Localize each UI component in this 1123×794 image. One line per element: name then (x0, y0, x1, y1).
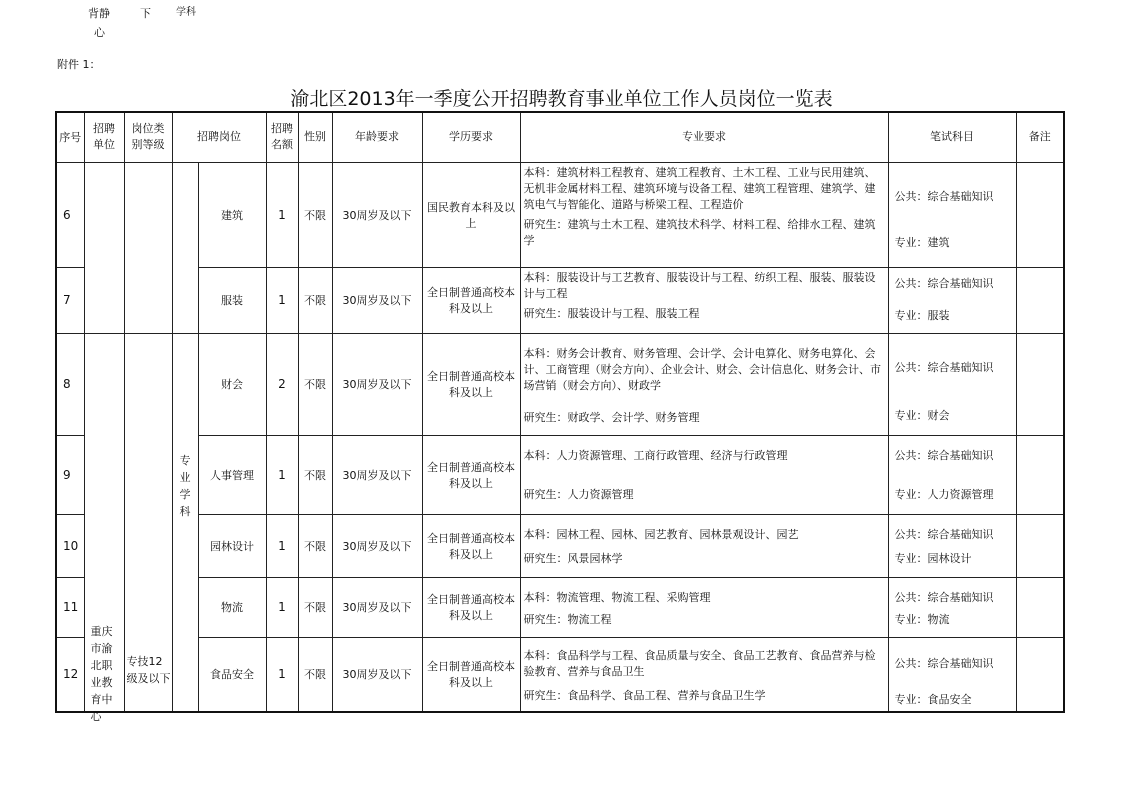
col-note: 备注 (1016, 112, 1064, 162)
exam-public: 公共：综合基础知识 (894, 527, 994, 541)
major-undergrad: 本科：食品科学与工程、食品质量与安全、食品工艺教育、食品营养与检验教育、营养与食品卫生 (523, 648, 876, 678)
major-grad: 研究生：风景园林学 (523, 551, 623, 565)
header-row (56, 112, 1064, 162)
table-row (56, 333, 1064, 435)
header-fragment-a: 背静 (88, 7, 110, 20)
position-cell: 食品安全 (198, 637, 266, 712)
count-cell: 1 (266, 162, 298, 267)
exam-specialty: 专业：园林设计 (894, 551, 972, 565)
note-cell (1016, 333, 1064, 435)
page-title: 渝北区2013年一季度公开招聘教育事业单位工作人员岗位一览表 (290, 88, 833, 110)
header-fragment-b: 下 (140, 7, 151, 20)
age-cell: 30周岁及以下 (332, 267, 422, 333)
exam-cell (888, 435, 1016, 514)
exam-public: 公共：综合基础知识 (894, 448, 994, 462)
major-undergrad: 本科：服装设计与工艺教育、服装设计与工程、纺织工程、服装、服装设计与工程 (523, 270, 876, 300)
education-cell: 全日制普通高校本科及以上 (422, 514, 520, 577)
gender-cell: 不限 (298, 267, 332, 333)
exam-specialty: 专业：服装 (894, 308, 950, 322)
seq-cell: 8 (56, 333, 84, 435)
col-seq: 序号 (56, 112, 84, 162)
seq-cell: 6 (56, 162, 84, 267)
major-cell (520, 637, 888, 712)
note-cell (1016, 577, 1064, 637)
gender-cell: 不限 (298, 514, 332, 577)
recruiting-unit-cell: 重庆市渝北职业教育中心 (84, 333, 124, 712)
major-grad: 研究生：人力资源管理 (523, 487, 634, 501)
position-cell: 财会 (198, 333, 266, 435)
job-grade-cell: 专技12级及以下 (124, 333, 172, 712)
count-cell: 1 (266, 514, 298, 577)
major-cell (520, 514, 888, 577)
note-cell (1016, 514, 1064, 577)
position-cell: 物流 (198, 577, 266, 637)
table-row (56, 435, 1064, 514)
age-cell: 30周岁及以下 (332, 162, 422, 267)
exam-public: 公共：综合基础知识 (894, 656, 994, 670)
category-cell: 专业学科 (172, 333, 198, 712)
major-undergrad: 本科：财务会计教育、财务管理、会计学、会计电算化、财务电算化、会计、工商管理（财会方向）、企业会计、财会、会计信息化、财务会计、市场营销（财会方向）、财政学 (523, 346, 881, 392)
count-cell: 1 (266, 577, 298, 637)
major-cell (520, 267, 888, 333)
major-grad: 研究生：物流工程 (523, 612, 612, 626)
major-undergrad: 本科：建筑材料工程教育、建筑工程教育、土木工程、工业与民用建筑、无机非金属材料工程、建筑环境与设备工程、建筑工程管理、建筑学、建筑电气与智能化、道路与桥梁工程、工程造价 (523, 165, 876, 211)
note-cell (1016, 637, 1064, 712)
education-cell: 全日制普通高校本科及以上 (422, 637, 520, 712)
col-gender: 性别 (298, 112, 332, 162)
table-row (56, 637, 1064, 712)
count-cell: 1 (266, 267, 298, 333)
major-cell (520, 162, 888, 267)
education-cell: 全日制普通高校本科及以上 (422, 577, 520, 637)
major-cell (520, 435, 888, 514)
exam-cell (888, 577, 1016, 637)
category-cell-blank (172, 162, 198, 333)
grade-cell-blank (124, 162, 172, 333)
gender-cell: 不限 (298, 333, 332, 435)
age-cell: 30周岁及以下 (332, 435, 422, 514)
col-major: 专业要求 (520, 112, 888, 162)
exam-specialty: 专业：人力资源管理 (894, 487, 994, 501)
exam-cell (888, 514, 1016, 577)
major-grad: 研究生：建筑与土木工程、建筑技术科学、材料工程、给排水工程、建筑学 (523, 217, 876, 247)
col-age: 年龄要求 (332, 112, 422, 162)
major-grad: 研究生：服装设计与工程、服装工程 (523, 306, 700, 320)
table-row (56, 514, 1064, 577)
position-cell: 园林设计 (198, 514, 266, 577)
attachment-label: 附件 1： (57, 58, 101, 71)
major-grad: 研究生：财政学、会计学、财务管理 (523, 410, 700, 424)
col-grade: 岗位类别等级 (124, 112, 172, 162)
table-row (56, 577, 1064, 637)
major-cell (520, 577, 888, 637)
gender-cell: 不限 (298, 577, 332, 637)
exam-public: 公共：综合基础知识 (894, 360, 994, 374)
position-cell: 人事管理 (198, 435, 266, 514)
seq-cell: 12 (56, 637, 84, 712)
unit-cell-blank (84, 162, 124, 333)
col-position: 招聘岗位 (172, 112, 266, 162)
col-education: 学历要求 (422, 112, 520, 162)
exam-specialty: 专业：食品安全 (894, 692, 972, 706)
header-fragment-c: 学科 (176, 7, 196, 18)
note-cell (1016, 267, 1064, 333)
exam-cell (888, 162, 1016, 267)
education-cell: 国民教育本科及以上 (422, 162, 520, 267)
count-cell: 1 (266, 435, 298, 514)
education-cell: 全日制普通高校本科及以上 (422, 333, 520, 435)
major-undergrad: 本科：园林工程、园林、园艺教育、园林景观设计、园艺 (523, 527, 799, 541)
major-grad: 研究生：食品科学、食品工程、营养与食品卫生学 (523, 688, 766, 702)
exam-specialty: 专业：物流 (894, 612, 950, 626)
major-undergrad: 本科：物流管理、物流工程、采购管理 (523, 590, 711, 604)
exam-cell (888, 333, 1016, 435)
age-cell: 30周岁及以下 (332, 577, 422, 637)
gender-cell: 不限 (298, 162, 332, 267)
age-cell: 30周岁及以下 (332, 333, 422, 435)
exam-public: 公共：综合基础知识 (894, 590, 994, 604)
exam-specialty: 专业：建筑 (894, 235, 950, 249)
position-cell: 服装 (198, 267, 266, 333)
col-count: 招聘名额 (266, 112, 298, 162)
exam-public: 公共：综合基础知识 (894, 276, 994, 290)
exam-specialty: 专业：财会 (894, 408, 950, 422)
note-cell (1016, 435, 1064, 514)
exam-cell (888, 637, 1016, 712)
seq-cell: 11 (56, 577, 84, 637)
col-unit: 招聘单位 (84, 112, 124, 162)
exam-public: 公共：综合基础知识 (894, 189, 994, 203)
position-cell: 建筑 (198, 162, 266, 267)
col-exam: 笔试科目 (888, 112, 1016, 162)
header-fragment-d: 心 (94, 26, 105, 39)
note-cell (1016, 162, 1064, 267)
major-undergrad: 本科：人力资源管理、工商行政管理、经济与行政管理 (523, 448, 788, 462)
table-row (56, 162, 1064, 267)
seq-cell: 7 (56, 267, 84, 333)
table-row (56, 267, 1064, 333)
age-cell: 30周岁及以下 (332, 514, 422, 577)
seq-cell: 9 (56, 435, 84, 514)
seq-cell: 10 (56, 514, 84, 577)
gender-cell: 不限 (298, 637, 332, 712)
gender-cell: 不限 (298, 435, 332, 514)
positions-table (55, 111, 1065, 723)
count-cell: 1 (266, 637, 298, 712)
major-cell (520, 333, 888, 435)
education-cell: 全日制普通高校本科及以上 (422, 435, 520, 514)
age-cell: 30周岁及以下 (332, 637, 422, 712)
count-cell: 2 (266, 333, 298, 435)
education-cell: 全日制普通高校本科及以上 (422, 267, 520, 333)
exam-cell (888, 267, 1016, 333)
